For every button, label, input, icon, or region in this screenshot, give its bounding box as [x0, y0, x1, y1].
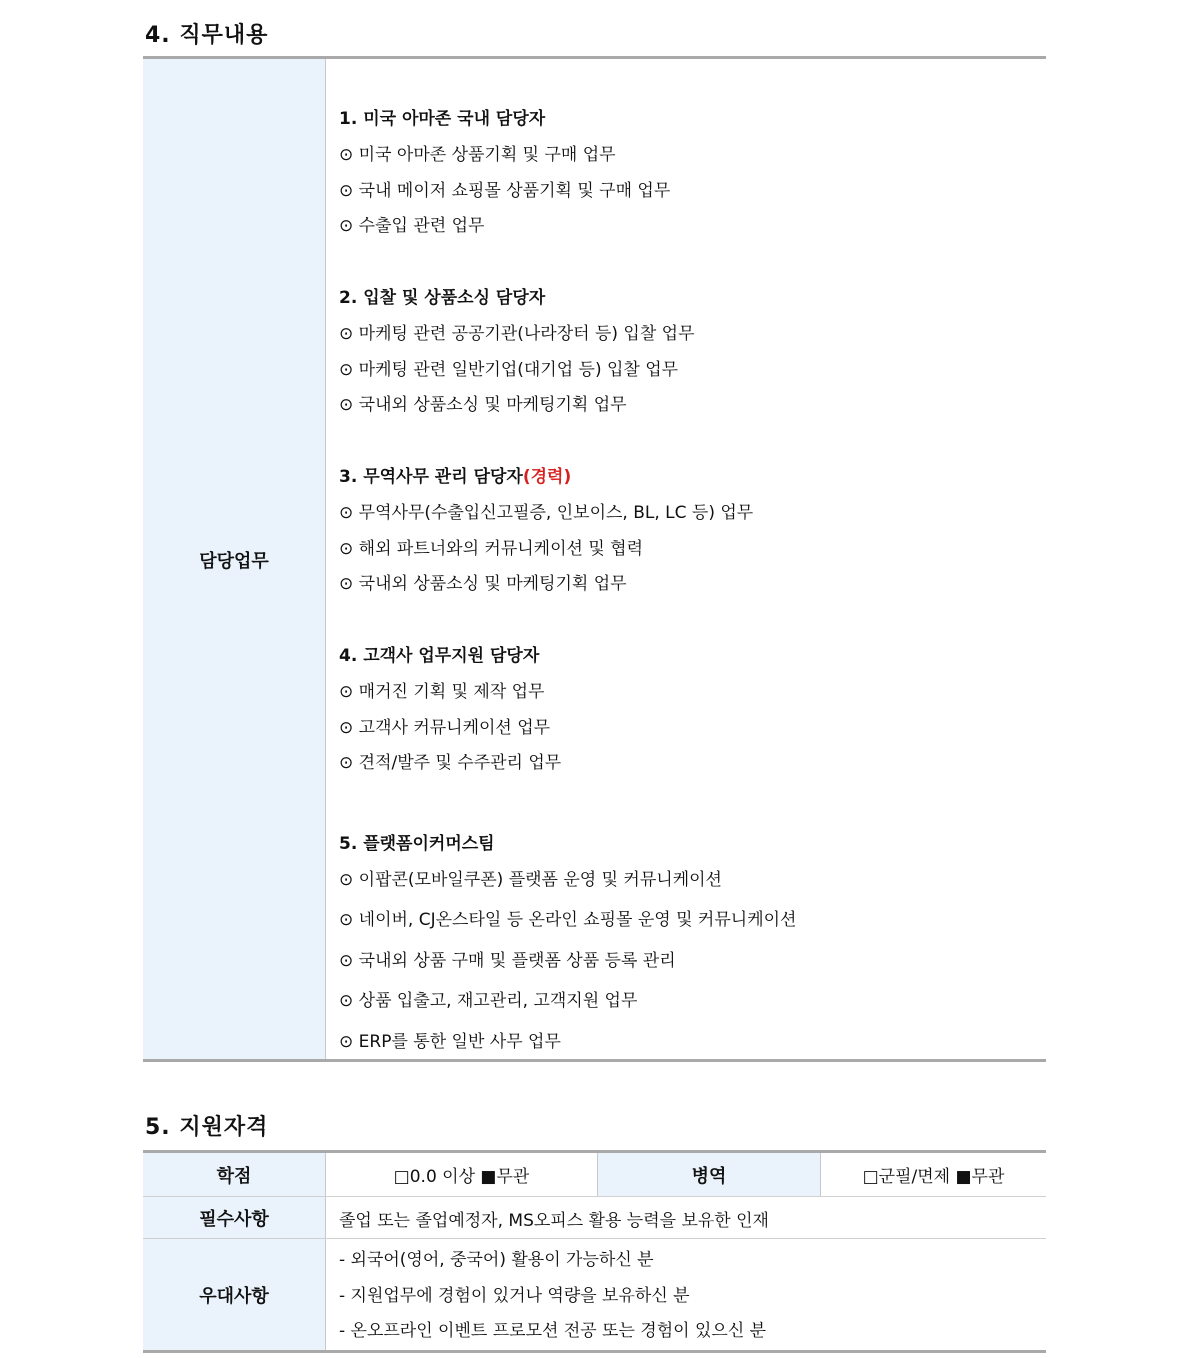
list-item: - 온오프라인 이벤트 프로모션 전공 또는 경험이 있으신 분 — [339, 1321, 767, 1341]
list-item: ⊙ 국내외 상품소싱 및 마케팅기획 업무 — [339, 574, 627, 594]
list-item: ⊙ 해외 파트너와의 커뮤니케이션 및 협력 — [339, 539, 644, 559]
table-row — [143, 1239, 1046, 1350]
experienced-tag: (경력) — [522, 467, 572, 487]
list-item: ⊙ 국내외 상품 구매 및 플랫폼 상품 등록 관리 — [339, 951, 676, 971]
list-item: ⊙ 국내 메이저 쇼핑몰 상품기획 및 구매 업무 — [339, 181, 671, 201]
qualifications-table — [143, 1150, 1046, 1353]
military-value: □군필/면제 ■무관 — [862, 1167, 1005, 1187]
list-item: ⊙ 국내외 상품소싱 및 마케팅기획 업무 — [339, 395, 627, 415]
list-item: ⊙ 무역사무(수출입신고필증, 인보이스, BL, LC 등) 업무 — [339, 503, 754, 523]
group-title-text: 3. 무역사무 관리 담당자 — [339, 467, 523, 487]
list-item: - 지원업무에 경험이 있거나 역량을 보유하신 분 — [339, 1286, 690, 1306]
education-value: □0.0 이상 ■무관 — [393, 1167, 530, 1187]
section-4-title: 4. 직무내용 — [145, 23, 269, 48]
list-item: ⊙ 마케팅 관련 일반기업(대기업 등) 입찰 업무 — [339, 360, 679, 380]
list-item: ⊙ 마케팅 관련 공공기관(나라장터 등) 입찰 업무 — [339, 324, 695, 344]
required-value: 졸업 또는 졸업예정자, MS오피스 활용 능력을 보유한 인재 — [339, 1211, 769, 1231]
list-item: ⊙ 미국 아마존 상품기획 및 구매 업무 — [339, 145, 616, 165]
group-title: 5. 플랫폼이커머스팀 — [339, 834, 495, 854]
group-title: 1. 미국 아마존 국내 담당자 — [339, 109, 546, 129]
duties-label: 담당업무 — [199, 551, 269, 572]
list-item: ⊙ 네이버, CJ온스타일 등 온라인 쇼핑몰 운영 및 커뮤니케이션 — [339, 910, 797, 930]
preferred-label: 우대사항 — [143, 1239, 326, 1350]
group-title: 4. 고객사 업무지원 담당자 — [339, 646, 540, 666]
table-row — [143, 1197, 1046, 1239]
group-title: 2. 입찰 및 상품소싱 담당자 — [339, 288, 546, 308]
section-5-title: 5. 지원자격 — [145, 1115, 269, 1140]
list-item: ⊙ 고객사 커뮤니케이션 업무 — [339, 718, 551, 738]
list-item: ⊙ 매거진 기획 및 제작 업무 — [339, 682, 545, 702]
list-item: ⊙ ERP를 통한 일반 사무 업무 — [339, 1032, 561, 1052]
list-item: ⊙ 이팝콘(모바일쿠폰) 플랫폼 운영 및 커뮤니케이션 — [339, 870, 722, 890]
education-label: 학점 — [143, 1153, 326, 1196]
required-label: 필수사항 — [143, 1197, 326, 1238]
duties-content — [339, 59, 1046, 1059]
list-item: ⊙ 수출입 관련 업무 — [339, 216, 485, 236]
job-duties-table — [143, 56, 1046, 1062]
list-item: - 외국어(영어, 중국어) 활용이 가능하신 분 — [339, 1250, 654, 1270]
list-item: ⊙ 견적/발주 및 수주관리 업무 — [339, 753, 562, 773]
group-title — [339, 462, 571, 487]
table-row — [143, 1153, 1046, 1197]
list-item: ⊙ 상품 입출고, 재고관리, 고객지원 업무 — [339, 991, 638, 1011]
military-label: 병역 — [597, 1153, 821, 1196]
duties-label-cell — [143, 59, 326, 1059]
